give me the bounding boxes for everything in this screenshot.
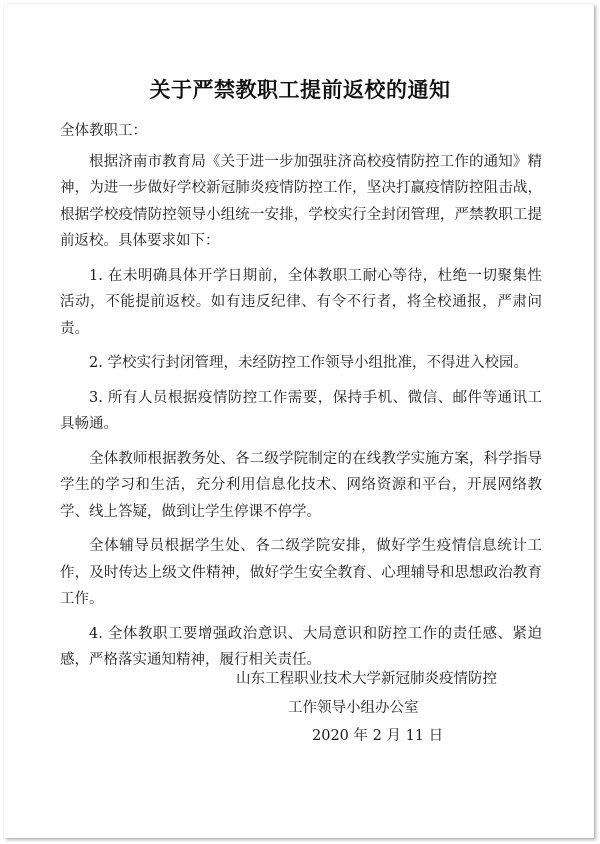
paragraph-item-2: 2. 学校实行封闭管理，未经防控工作领导小组批准，不得进入校园。	[89, 355, 528, 371]
document-title: 关于严禁教职工提前返校的通知	[149, 78, 451, 102]
signature-office: 工作领导小组办公室	[288, 700, 419, 716]
paragraph-intro: 根据济南市教育局《关于进一步加强驻济高校疫情防控工作的通知》精神，为进一步做好学校新冠肺炎疫情防控工作，坚决打赢疫情防控阻击战，根据学校疫情防控领导小组统一安排，学校实行全封闭管理，严禁教职工提前返校。具体要求如下：	[60, 153, 542, 249]
signature-organization: 山东工程职业技术大学新冠肺炎疫情防控	[236, 671, 497, 687]
document-body	[60, 118, 542, 682]
paragraph-teachers: 全体教师根据教务处、各二级学院制定的在线教学实施方案，科学指导学生的学习和生活，充分利用信息化技术、网络资源和平台，开展网络教学、线上答疑，做到让学生停课不停学。	[60, 450, 542, 520]
paragraph-item-3: 3. 所有人员根据疫情防控工作需要，保持手机、微信、邮件等通讯工具畅通。	[60, 389, 542, 432]
paragraph-counselors: 全体辅导员根据学生处、各二级学院安排，做好学生疫情信息统计工作，及时传达上级文件精神，做好学生安全教育、心理辅导和思想政治教育工作。	[60, 538, 542, 607]
signature-date: 2020 年 2 月 11 日	[312, 728, 444, 744]
paragraph-item-4: 4. 全体教职工要增强政治意识、大局意识和防控工作的责任感、紧迫感，严格落实通知精神，履行相关责任。	[60, 625, 542, 668]
paragraph-item-1: 1. 在未明确具体开学日期前，全体教职工耐心等待，杜绝一切聚集性活动，不能提前返校。如有违反纪律、有令不行者，将全校通报，严肃问责。	[60, 267, 542, 337]
salutation: 全体教职工：	[60, 123, 147, 139]
